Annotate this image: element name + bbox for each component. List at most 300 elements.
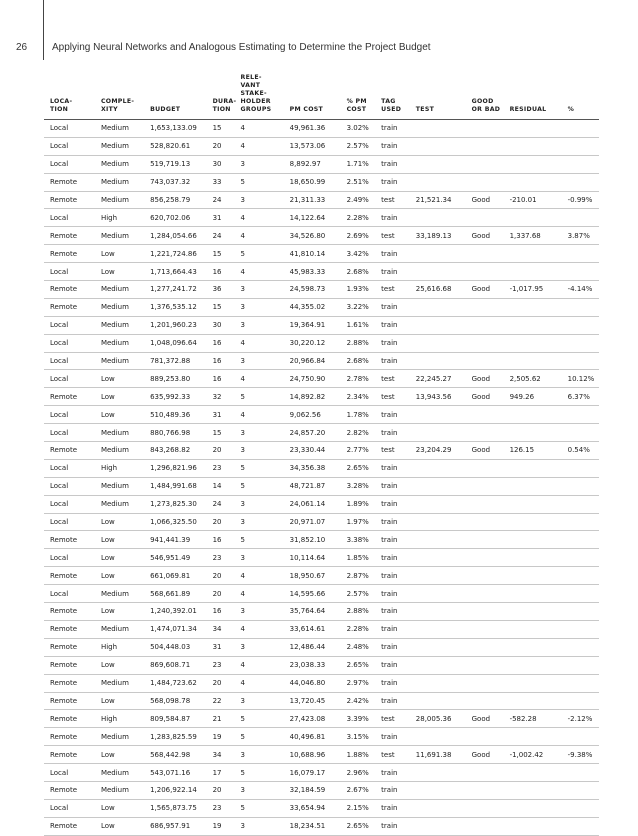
table-cell: 20 <box>213 674 241 692</box>
table-cell: Medium <box>101 173 150 191</box>
column-header <box>241 74 290 120</box>
table-cell: 34,526.80 <box>290 227 347 245</box>
table-cell: 3 <box>241 781 290 799</box>
table-cell: Local <box>44 120 101 138</box>
table-cell: 2.48% <box>347 638 382 656</box>
column-header-line: VANT <box>240 82 261 89</box>
table-cell: 3.28% <box>347 477 382 495</box>
table-cell: test <box>381 442 416 460</box>
table-cell <box>568 692 599 710</box>
table-cell <box>510 298 568 316</box>
table-cell: 20 <box>213 513 241 531</box>
table-cell: 2.77% <box>347 442 382 460</box>
table-row <box>44 316 599 334</box>
header-divider <box>43 0 44 60</box>
table-cell: 743,037.32 <box>150 173 213 191</box>
table-cell: 21 <box>213 710 241 728</box>
table-cell <box>472 263 510 281</box>
table-cell <box>510 424 568 442</box>
table-cell: 31,852.10 <box>290 531 347 549</box>
table-cell <box>416 245 472 263</box>
table-cell: 2.57% <box>347 137 382 155</box>
table-cell: 3 <box>241 549 290 567</box>
table-cell <box>472 620 510 638</box>
table-cell: Local <box>44 316 101 334</box>
table-cell: Remote <box>44 567 101 585</box>
table-cell: train <box>381 263 416 281</box>
table-cell: 889,253.80 <box>150 370 213 388</box>
table-cell: 3.38% <box>347 531 382 549</box>
table-cell <box>510 120 568 138</box>
table-cell: 1,221,724.86 <box>150 245 213 263</box>
table-cell <box>472 603 510 621</box>
table-cell <box>472 406 510 424</box>
table-cell: 44,046.80 <box>290 674 347 692</box>
column-header <box>510 74 568 120</box>
table-cell: 620,702.06 <box>150 209 213 227</box>
table-cell: Medium <box>101 155 150 173</box>
table-cell: 1,474,071.34 <box>150 620 213 638</box>
table-cell: 14 <box>213 477 241 495</box>
table-cell <box>416 620 472 638</box>
table-cell: 28,005.36 <box>416 710 472 728</box>
table-cell: Medium <box>101 316 150 334</box>
table-cell: Good <box>472 370 510 388</box>
table-cell: 4 <box>241 674 290 692</box>
table-cell: 12,486.44 <box>290 638 347 656</box>
table-cell: Local <box>44 799 101 817</box>
table-cell <box>510 459 568 477</box>
table-cell <box>472 316 510 334</box>
table-cell: Remote <box>44 388 101 406</box>
table-cell <box>416 567 472 585</box>
table-cell <box>510 334 568 352</box>
table-row <box>44 191 599 209</box>
column-header-line: GROUPS <box>240 106 272 113</box>
table-cell <box>568 245 599 263</box>
column-header-line: DURA- <box>212 98 237 105</box>
table-cell: Medium <box>101 352 150 370</box>
table-cell: Remote <box>44 442 101 460</box>
table-cell: 23 <box>213 799 241 817</box>
table-cell: High <box>101 710 150 728</box>
table-cell: Local <box>44 406 101 424</box>
table-cell: 34 <box>213 746 241 764</box>
table-cell <box>416 173 472 191</box>
table-cell <box>568 585 599 603</box>
table-cell: Local <box>44 137 101 155</box>
table-cell: 856,258.79 <box>150 191 213 209</box>
table-cell: Remote <box>44 191 101 209</box>
table-cell <box>568 137 599 155</box>
project-budget-table <box>44 74 599 836</box>
table-cell: 20,966.84 <box>290 352 347 370</box>
column-header <box>347 74 382 120</box>
table-cell: 1,240,392.01 <box>150 603 213 621</box>
table-cell: train <box>381 513 416 531</box>
table-cell: Good <box>472 388 510 406</box>
table-cell: Medium <box>101 781 150 799</box>
table-cell: 34,356.38 <box>290 459 347 477</box>
table-row <box>44 477 599 495</box>
table-cell: 5 <box>241 799 290 817</box>
table-cell: Low <box>101 603 150 621</box>
table-cell: 22,245.27 <box>416 370 472 388</box>
table-cell: 20 <box>213 442 241 460</box>
table-cell: 3 <box>241 281 290 299</box>
table-row <box>44 585 599 603</box>
table-cell: train <box>381 728 416 746</box>
table-cell <box>472 298 510 316</box>
table-cell: 14,595.66 <box>290 585 347 603</box>
table-cell: 10,114.64 <box>290 549 347 567</box>
column-header-line: RELE- <box>240 74 262 81</box>
table-cell: 809,584.87 <box>150 710 213 728</box>
table-cell <box>510 531 568 549</box>
table-cell <box>568 531 599 549</box>
table-row <box>44 692 599 710</box>
table-cell <box>416 549 472 567</box>
table-cell <box>568 424 599 442</box>
table-cell: Good <box>472 227 510 245</box>
table-cell: 16 <box>213 334 241 352</box>
table-row <box>44 406 599 424</box>
table-cell: Remote <box>44 674 101 692</box>
table-cell: 18,650.99 <box>290 173 347 191</box>
table-cell: 3 <box>241 298 290 316</box>
table-cell: Remote <box>44 638 101 656</box>
table-cell <box>510 495 568 513</box>
table-cell: Medium <box>101 281 150 299</box>
table-cell: High <box>101 638 150 656</box>
table-cell: 23 <box>213 656 241 674</box>
table-cell: 1,273,825.30 <box>150 495 213 513</box>
table-cell: 19,364.91 <box>290 316 347 334</box>
column-header-line: COMPLE- <box>100 98 135 105</box>
table-cell <box>472 120 510 138</box>
table-cell: 3 <box>241 603 290 621</box>
table-cell <box>510 692 568 710</box>
table-cell: 2.96% <box>347 764 382 782</box>
table-cell: 3 <box>241 191 290 209</box>
table-cell: 1,201,960.23 <box>150 316 213 334</box>
table-cell <box>472 567 510 585</box>
table-cell <box>416 209 472 227</box>
table-cell <box>510 817 568 835</box>
table-cell: 1,376,535.12 <box>150 298 213 316</box>
table-cell: 25,616.68 <box>416 281 472 299</box>
table-cell: 24,857.20 <box>290 424 347 442</box>
table-cell: 24,598.73 <box>290 281 347 299</box>
table-cell: 869,608.71 <box>150 656 213 674</box>
table-cell <box>568 406 599 424</box>
table-cell: train <box>381 585 416 603</box>
table-cell <box>568 674 599 692</box>
table-cell: Low <box>101 263 150 281</box>
table-cell: 23,204.29 <box>416 442 472 460</box>
table-cell <box>472 209 510 227</box>
table-cell: Remote <box>44 656 101 674</box>
table-row <box>44 370 599 388</box>
table-cell: train <box>381 459 416 477</box>
table-cell: 2.57% <box>347 585 382 603</box>
table-cell: Medium <box>101 191 150 209</box>
table-cell: 568,442.98 <box>150 746 213 764</box>
table-cell <box>510 799 568 817</box>
table-row <box>44 781 599 799</box>
table-cell: 3 <box>241 316 290 334</box>
table-cell <box>416 334 472 352</box>
table-cell: 5 <box>241 764 290 782</box>
table-cell: 3.22% <box>347 298 382 316</box>
column-header-line: USED <box>381 106 402 113</box>
table-row <box>44 495 599 513</box>
table-cell: 543,071.16 <box>150 764 213 782</box>
table-cell <box>510 173 568 191</box>
table-cell: 686,957.91 <box>150 817 213 835</box>
table-cell: -1,002.42 <box>510 746 568 764</box>
table-cell: Medium <box>101 298 150 316</box>
table-row <box>44 531 599 549</box>
table-cell: Remote <box>44 781 101 799</box>
table-cell: Low <box>101 692 150 710</box>
table-cell: 4 <box>241 209 290 227</box>
table-row <box>44 603 599 621</box>
table-cell: train <box>381 531 416 549</box>
table-cell: train <box>381 781 416 799</box>
table-cell: 3 <box>241 495 290 513</box>
table-cell: 1.97% <box>347 513 382 531</box>
table-cell: 34 <box>213 620 241 638</box>
table-cell <box>416 817 472 835</box>
table-cell: 510,489.36 <box>150 406 213 424</box>
table-cell: 2.88% <box>347 334 382 352</box>
table-cell <box>568 799 599 817</box>
table-cell: 24 <box>213 227 241 245</box>
table-cell <box>472 638 510 656</box>
table-cell: Medium <box>101 620 150 638</box>
column-header <box>44 74 101 120</box>
table-body <box>44 120 599 836</box>
column-header-line: TEST <box>415 106 435 113</box>
table-cell: train <box>381 549 416 567</box>
table-cell: test <box>381 710 416 728</box>
table-cell <box>510 656 568 674</box>
table-cell <box>472 531 510 549</box>
table-cell: Local <box>44 263 101 281</box>
column-header-line: HOLDER <box>240 98 271 105</box>
table-row <box>44 549 599 567</box>
table-cell: 24 <box>213 495 241 513</box>
table-cell: Medium <box>101 442 150 460</box>
table-cell: 2.65% <box>347 817 382 835</box>
column-header-line: STAKE- <box>240 90 267 97</box>
table-cell <box>568 477 599 495</box>
table-cell: test <box>381 191 416 209</box>
table-cell: 20 <box>213 567 241 585</box>
table-cell: train <box>381 245 416 263</box>
table-cell: 2.87% <box>347 567 382 585</box>
table-cell <box>416 424 472 442</box>
table-cell <box>510 585 568 603</box>
table-cell: 32,184.59 <box>290 781 347 799</box>
table-cell <box>472 477 510 495</box>
table-cell: 2.82% <box>347 424 382 442</box>
table-row <box>44 442 599 460</box>
table-cell: Remote <box>44 281 101 299</box>
table-cell: 1,296,821.96 <box>150 459 213 477</box>
table-cell: test <box>381 746 416 764</box>
table-cell <box>568 316 599 334</box>
table-cell: Low <box>101 513 150 531</box>
table-cell <box>568 656 599 674</box>
table-cell: High <box>101 459 150 477</box>
table-cell: Good <box>472 191 510 209</box>
table-cell: 20 <box>213 781 241 799</box>
table-cell: train <box>381 638 416 656</box>
table-row <box>44 764 599 782</box>
column-header-line: OR BAD <box>471 106 501 113</box>
table-row <box>44 334 599 352</box>
table-cell: train <box>381 477 416 495</box>
table-cell: Local <box>44 459 101 477</box>
table-cell: 2.28% <box>347 209 382 227</box>
table-cell <box>472 352 510 370</box>
column-header-line: % PM <box>346 98 367 105</box>
table-cell: Medium <box>101 585 150 603</box>
table-cell: Remote <box>44 817 101 835</box>
table-cell: Local <box>44 209 101 227</box>
table-cell: -4.14% <box>568 281 599 299</box>
table-cell: 16 <box>213 531 241 549</box>
table-cell <box>510 209 568 227</box>
table-cell: Local <box>44 513 101 531</box>
table-cell: 14,892.82 <box>290 388 347 406</box>
table-cell: 8,892.97 <box>290 155 347 173</box>
table-cell <box>472 513 510 531</box>
table-row <box>44 674 599 692</box>
table-cell: 661,069.81 <box>150 567 213 585</box>
table-row <box>44 817 599 835</box>
table-cell: 1.85% <box>347 549 382 567</box>
table-cell <box>416 728 472 746</box>
table-cell: 33,654.94 <box>290 799 347 817</box>
table-cell: Local <box>44 764 101 782</box>
table-cell <box>416 513 472 531</box>
table-row <box>44 209 599 227</box>
table-row <box>44 298 599 316</box>
table-cell: 843,268.82 <box>150 442 213 460</box>
table-cell: 1,565,873.75 <box>150 799 213 817</box>
table-row <box>44 227 599 245</box>
table-cell: 1,284,054.66 <box>150 227 213 245</box>
table-cell <box>510 728 568 746</box>
table-cell <box>472 334 510 352</box>
table-cell: Local <box>44 585 101 603</box>
table-cell <box>416 316 472 334</box>
table-cell: 3.87% <box>568 227 599 245</box>
table-cell: 15 <box>213 298 241 316</box>
table-cell <box>472 674 510 692</box>
table-cell: 941,441.39 <box>150 531 213 549</box>
table-cell <box>568 209 599 227</box>
table-cell: 1,484,723.62 <box>150 674 213 692</box>
table-cell: 5 <box>241 459 290 477</box>
table-cell: 3 <box>241 424 290 442</box>
table-row <box>44 137 599 155</box>
table-cell: 2.49% <box>347 191 382 209</box>
table-cell: 2.68% <box>347 352 382 370</box>
table-cell: 17 <box>213 764 241 782</box>
table-cell: 528,820.61 <box>150 137 213 155</box>
table-cell: 14,122.64 <box>290 209 347 227</box>
table-cell <box>568 817 599 835</box>
table-cell: 3 <box>241 352 290 370</box>
table-cell: 20 <box>213 585 241 603</box>
table-row <box>44 710 599 728</box>
table-cell: train <box>381 352 416 370</box>
column-header <box>150 74 213 120</box>
table-cell: 36 <box>213 281 241 299</box>
table-cell <box>416 692 472 710</box>
table-cell: 16 <box>213 352 241 370</box>
table-cell: 9,062.56 <box>290 406 347 424</box>
table-cell: Low <box>101 245 150 263</box>
table-cell: -210.01 <box>510 191 568 209</box>
table-cell <box>568 620 599 638</box>
table-cell: 2.34% <box>347 388 382 406</box>
table-cell <box>416 120 472 138</box>
table-cell: 3 <box>241 155 290 173</box>
table-cell <box>472 817 510 835</box>
column-header-line: LOCA- <box>50 98 73 105</box>
table-cell <box>472 424 510 442</box>
column-header <box>213 74 241 120</box>
table-cell <box>510 406 568 424</box>
table-cell: 15 <box>213 120 241 138</box>
table-cell: Low <box>101 388 150 406</box>
table-cell: Medium <box>101 227 150 245</box>
table-cell: Low <box>101 567 150 585</box>
table-cell: 15 <box>213 424 241 442</box>
table-cell: 546,951.49 <box>150 549 213 567</box>
table-row <box>44 799 599 817</box>
table-cell: 2.65% <box>347 459 382 477</box>
table-cell: 4 <box>241 567 290 585</box>
table-cell <box>416 137 472 155</box>
column-header-line: GOOD <box>471 98 494 105</box>
table-cell <box>472 692 510 710</box>
table-cell: 1,277,241.72 <box>150 281 213 299</box>
table-cell <box>472 764 510 782</box>
table-cell: 1,484,991.68 <box>150 477 213 495</box>
table-cell <box>416 531 472 549</box>
table-cell <box>472 155 510 173</box>
table-cell <box>416 352 472 370</box>
table-row <box>44 459 599 477</box>
table-cell: 23,330.44 <box>290 442 347 460</box>
column-header <box>381 74 416 120</box>
table-cell: 3.39% <box>347 710 382 728</box>
table-cell: 2.88% <box>347 603 382 621</box>
table-cell <box>472 728 510 746</box>
column-header <box>290 74 347 120</box>
table-cell <box>416 155 472 173</box>
table-cell: Remote <box>44 746 101 764</box>
table-cell: 1,066,325.50 <box>150 513 213 531</box>
table-cell: 21,521.34 <box>416 191 472 209</box>
table-cell: 18,234.51 <box>290 817 347 835</box>
